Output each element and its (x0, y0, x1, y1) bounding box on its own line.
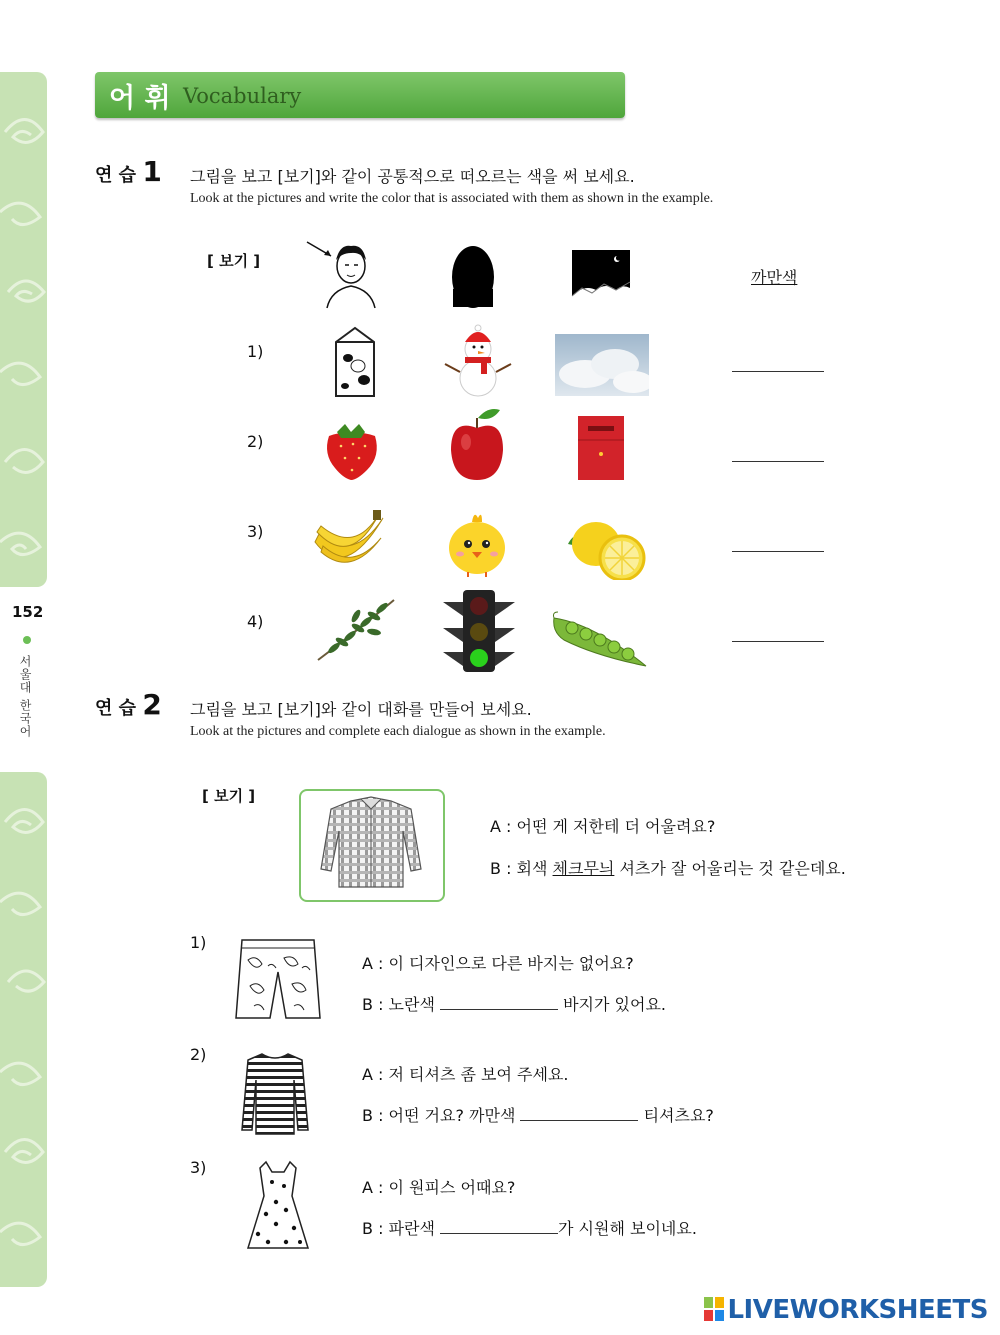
item-3-blank[interactable] (440, 1219, 558, 1234)
exercise2-label: 연 습 2 (95, 688, 162, 721)
night-sky-icon (570, 246, 632, 304)
leaf-branch-icon (314, 596, 398, 664)
swirl-pattern-icon (0, 772, 47, 1287)
page-number: 152 (12, 603, 44, 621)
example-dialogue-a: A : 어떤 게 저한테 더 어울려요? (490, 817, 716, 836)
example-underlined-word: 체크무늬 (552, 859, 615, 878)
exercise1-number: 1 (142, 155, 162, 188)
exercise2-number: 2 (142, 688, 162, 721)
item-2-dialogue-b: B : 어떤 거요? 까만색 티셔츠요? (362, 1106, 714, 1125)
item-1-dialogue-a: A : 이 디자인으로 다른 바지는 없어요? (362, 954, 634, 973)
item-1-dialogue-b: B : 노란색 바지가 있어요. (362, 995, 666, 1014)
row-4-number: 4) (247, 612, 264, 631)
item-3-number: 3) (190, 1158, 207, 1177)
banana-icon (311, 508, 387, 572)
lemon-icon (562, 514, 652, 580)
section-title-en: Vocabulary (183, 84, 302, 108)
item-3-dialogue-a: A : 이 원피스 어때요? (362, 1178, 516, 1197)
example-answer: 까만색 (751, 268, 798, 287)
item-1-number: 1) (190, 933, 207, 952)
answer-blank-2[interactable] (732, 460, 824, 462)
example-dialogue-b: B : 회색 체크무늬 셔츠가 잘 어울리는 것 같은데요. (490, 859, 846, 878)
row-1-number: 1) (247, 342, 264, 361)
swirl-pattern-icon (0, 72, 47, 587)
traffic-light-icon (441, 588, 517, 674)
person-face-icon (305, 238, 380, 310)
exercise2-instruction-en: Look at the pictures and complete each dialogue as shown in the example. (190, 724, 606, 739)
answer-blank-3[interactable] (732, 550, 824, 552)
striped-tshirt-icon (240, 1048, 310, 1136)
answer-blank-4[interactable] (732, 640, 824, 642)
patterned-shorts-icon (234, 936, 322, 1026)
sidebar-decoration-top (0, 72, 47, 587)
milk-carton-icon (328, 324, 382, 400)
chick-icon (444, 510, 510, 578)
row-3-number: 3) (247, 522, 264, 541)
logo-text: LIVEWORKSHEETS (727, 1295, 988, 1325)
exercise1-instruction-ko: 그림을 보고 [보기]와 같이 공통적으로 떠오르는 색을 써 보세요. (190, 167, 635, 186)
section-banner (95, 72, 625, 118)
polka-dot-dress-icon (246, 1158, 310, 1252)
answer-blank-1[interactable] (732, 370, 824, 372)
exercise1-instruction-en: Look at the pictures and write the color that is associated with them as shown in the example. (190, 191, 714, 206)
liveworksheets-logo[interactable] (704, 1295, 988, 1325)
clouds-icon (555, 334, 649, 396)
exercise2-example-label: [ 보기 ] (202, 787, 256, 805)
item-3-dialogue-b: B : 파란색 가 시원해 보이네요. (362, 1219, 697, 1238)
snowman-icon (443, 324, 513, 398)
exercise2-instruction-ko: 그림을 보고 [보기]와 같이 대화를 만들어 보세요. (190, 700, 532, 719)
example-image-frame (299, 789, 445, 902)
apple-icon (448, 406, 506, 482)
section-title-ko: 어 휘 (109, 83, 171, 114)
red-mailbox-icon (574, 414, 628, 480)
book-title: 서울대 한국어 (18, 655, 32, 738)
checked-shirt-icon (301, 791, 443, 900)
item-2-dialogue-a: A : 저 티셔츠 좀 보여 주세요. (362, 1065, 569, 1084)
black-oval-icon (449, 245, 497, 311)
peas-icon (550, 610, 650, 668)
exercise1-example-label: [ 보기 ] (207, 252, 261, 270)
page-dot (23, 636, 31, 644)
item-2-blank[interactable] (520, 1106, 638, 1121)
sidebar-decoration-bottom (0, 772, 47, 1287)
liveworksheets-mark-icon (704, 1297, 724, 1321)
strawberry-icon (323, 420, 381, 482)
row-2-number: 2) (247, 432, 264, 451)
exercise1-label: 연 습 1 (95, 155, 162, 188)
item-1-blank[interactable] (440, 995, 558, 1010)
item-2-number: 2) (190, 1045, 207, 1064)
